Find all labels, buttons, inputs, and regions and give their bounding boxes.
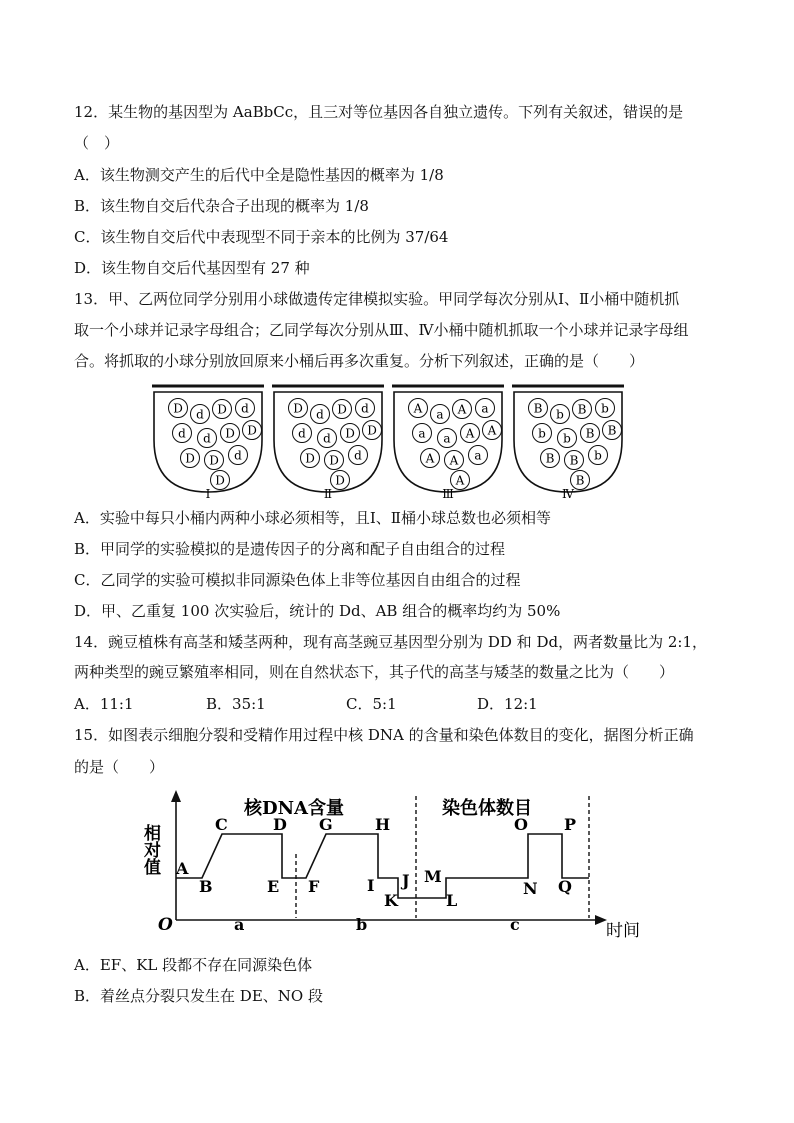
ball-letter: d [354,448,362,463]
ball-letter: D [337,402,347,417]
q12-option-b: B．该生物自交后代杂合子出现的概率为 1/8 [74,197,369,215]
point-label-g: G [319,815,333,834]
ball-letter: d [316,407,324,422]
point-label-e: E [267,877,280,896]
ball-letter: D [345,426,355,441]
ball-letter: A [487,423,497,438]
q13-stem-line-1: 13．甲、乙两位同学分别用小球做遗传定律模拟实验。甲同学每次分别从Ⅰ、Ⅱ小桶中随机抓 [74,290,680,308]
ball-letter: b [563,431,571,446]
bucket-figure [150,380,650,500]
point-label-p: P [564,815,577,834]
ball-letter: D [209,453,219,468]
ball-letter: a [481,401,489,416]
bucket-label: Ⅲ [442,487,454,500]
ball-letter: D [225,426,235,441]
bucket-label: Ⅳ [562,487,574,500]
ball-letter: D [329,453,339,468]
q15-stem-line-1: 15．如图表示细胞分裂和受精作用过程中核 DNA 的含量和染色体数目的变化，据图分析正确 [74,726,694,744]
q13-option-b: B．甲同学的实验模拟的是遗传因子的分离和配子自由组合的过程 [74,540,506,558]
phase-label-a: a [234,915,245,934]
point-label-b: B [199,877,213,896]
ball-letter: B [607,423,617,438]
q12-paren: （ ） [74,134,120,152]
ball-letter: A [455,473,465,488]
ball-letter: D [293,401,303,416]
ball-letter: D [173,401,183,416]
point-label-l: L [446,891,458,910]
ball-letter: D [215,473,225,488]
ball-letter: d [361,401,369,416]
y-axis-arrow [171,790,181,802]
point-label-d: D [273,815,287,834]
ball-letter: A [413,401,423,416]
ball-letter: b [538,426,546,441]
q13-option-d: D．甲、乙重复 100 次实验后，统计的 Dd、AB 组合的概率均约为 50% [74,602,561,620]
q14-option-b: B．35:1 [206,695,266,713]
q12-option-a: A．该生物测交产生的后代中全是隐性基因的概率为 1/8 [74,166,444,184]
q13-option-a: A．实验中每只小桶内两种小球必须相等，且Ⅰ、Ⅱ桶小球总数也必须相等 [74,509,551,527]
bucket-label: Ⅰ [205,487,211,500]
ball-letter: B [577,402,587,417]
point-label-q: Q [558,877,572,896]
ball-letter: D [367,423,377,438]
q15-option-a: A．EF、KL 段都不存在同源染色体 [74,956,313,974]
bucket-4 [512,386,624,492]
q13-option-c: C．乙同学的实验可模拟非同源染色体上非等位基因自由组合的过程 [74,571,521,589]
point-label-i: I [367,876,375,895]
ball-letter: A [425,451,435,466]
ball-letter: B [575,473,585,488]
y-axis-label: 相对值 [140,824,160,875]
point-label-n: N [523,879,538,898]
ball-letter: d [323,431,331,446]
ball-letter: a [474,448,482,463]
ball-letter: D [247,423,257,438]
q13-stem-line-3: 合。将抓取的小球分别放回原来小桶后再多次重复。分析下列叙述，正确的是（ ） [74,352,645,370]
ball-letter: B [569,453,579,468]
ball-letter: a [443,431,451,446]
q14-option-c: C．5:1 [346,695,397,713]
section-title-dna: 核DNA含量 [244,798,345,819]
ball-letter: B [533,401,543,416]
point-label-m: M [424,867,442,886]
q12-option-d: D．该生物自交后代基因型有 27 种 [74,259,310,277]
phase-label-b: b [356,915,368,934]
q12-option-c: C．该生物自交后代中表现型不同于亲本的比例为 37/64 [74,228,449,246]
q14-options [74,694,634,714]
point-label-c: C [215,815,228,834]
ball-letter: d [298,426,306,441]
bucket-label: Ⅱ [323,487,333,500]
ball-letter: b [601,401,609,416]
ball-letter: D [335,473,345,488]
q12-stem: 12．某生物的基因型为 AaBbCc，且三对等位基因各自独立遗传。下列有关叙述，错误的是 [74,103,684,121]
ball-letter: d [234,448,242,463]
q15-stem-line-2: 的是（ ） [74,758,165,776]
section-title-chromosome: 染色体数目 [442,798,532,819]
ball-letter: d [196,407,204,422]
point-label-k: K [384,891,398,910]
q15-option-b: B．着丝点分裂只发生在 DE、NO 段 [74,987,323,1005]
bucket-3 [392,386,504,492]
q14-stem-line-2: 两种类型的豌豆繁殖率相同，则在自然状态下，其子代的高茎与矮茎的数量之比为（ ） [74,663,675,681]
dna-chromosome-graph [140,788,660,948]
ball-letter: b [556,407,564,422]
point-label-o: O [514,815,528,834]
x-axis-label: 时间 [606,921,640,941]
q14-option-d: D．12:1 [477,695,538,713]
ball-letter: a [418,426,426,441]
ball-letter: D [305,451,315,466]
ball-letter: D [185,451,195,466]
point-label-j: J [402,871,410,890]
point-label-f: F [308,877,320,896]
ball-letter: D [217,402,227,417]
ball-letter: a [436,407,444,422]
ball-letter: A [465,426,475,441]
bucket-1 [152,386,264,492]
ball-letter: B [585,426,595,441]
ball-letter: b [594,448,602,463]
ball-letter: d [241,401,249,416]
ball-letter: B [545,451,555,466]
point-label-h: H [375,815,391,834]
ball-letter: A [449,453,459,468]
q14-option-a: A．11:1 [74,695,134,713]
point-label-a: A [176,859,189,878]
origin-label: O [158,915,173,935]
q14-stem-line-1: 14．豌豆植株有高茎和矮茎两种，现有高茎豌豆基因型分别为 DD 和 Dd，两者数量比为 2:1， [74,633,707,651]
q13-stem-line-2: 取一个小球并记录字母组合；乙同学每次分别从Ⅲ、Ⅳ小桶中随机抓取一个小球并记录字母组 [74,321,689,339]
bucket-2 [272,386,384,492]
ball-letter: d [203,431,211,446]
phase-label-c: c [510,915,520,934]
ball-letter: d [178,426,186,441]
ball-letter: A [457,402,467,417]
